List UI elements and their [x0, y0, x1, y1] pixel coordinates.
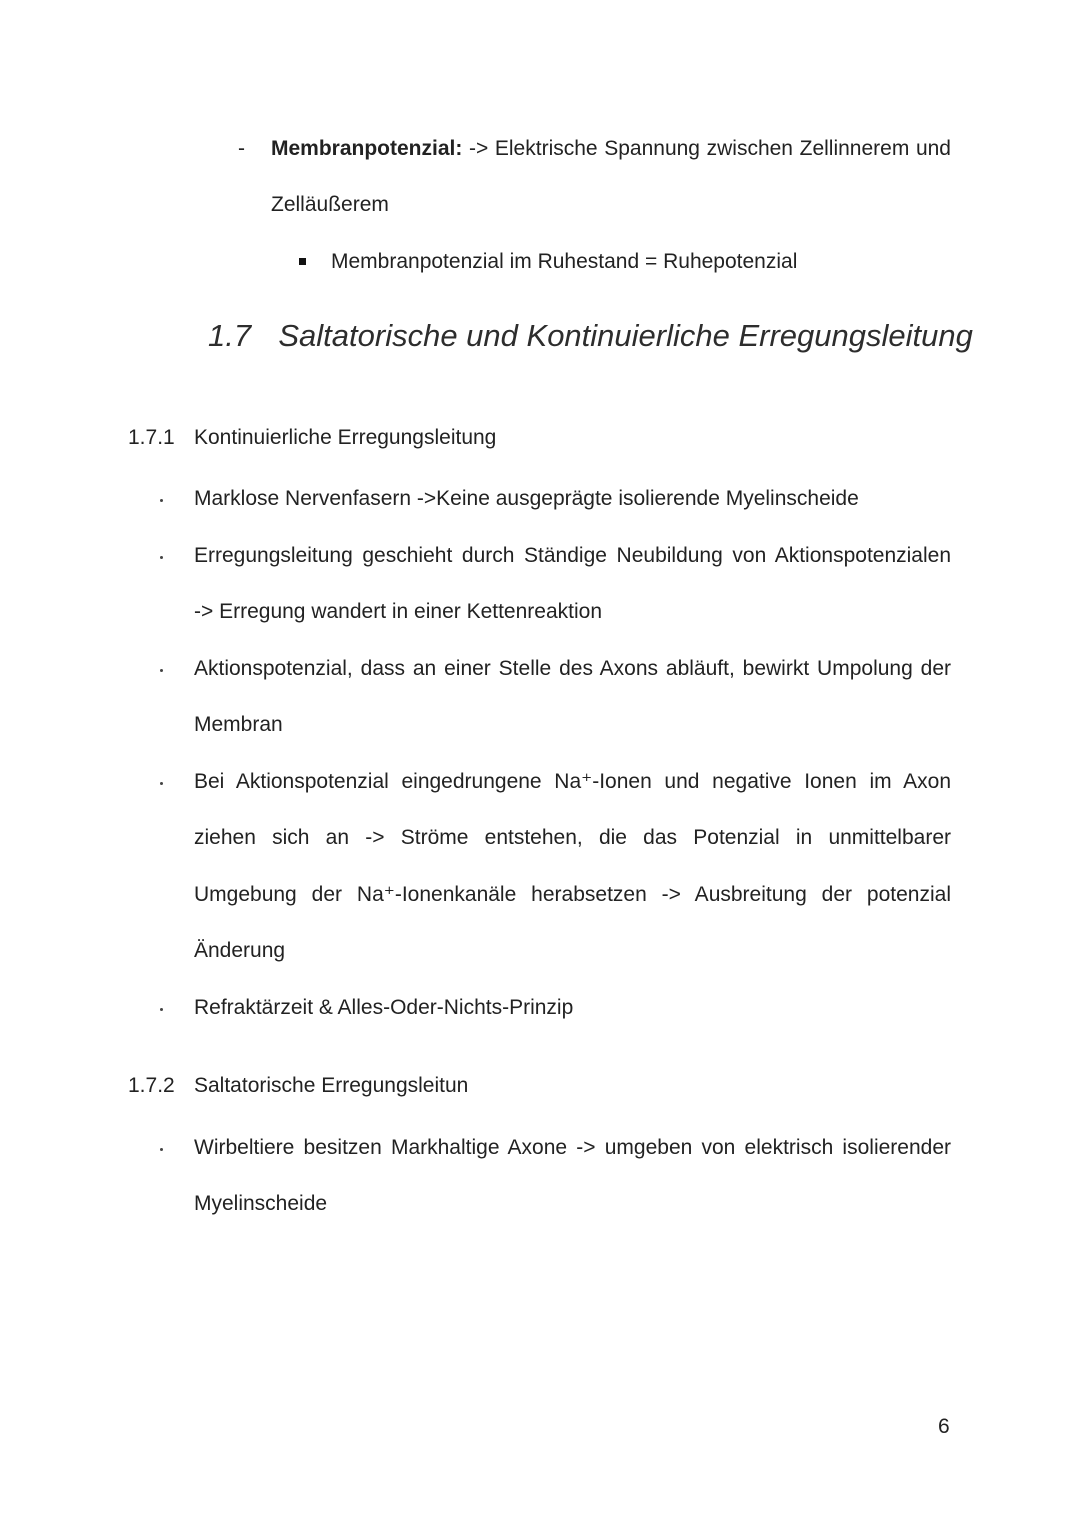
subsection-title: Kontinuierliche Erregungsleitung — [194, 426, 497, 449]
list-item-continuation: ziehen sich an -> Ströme entstehen, die das Potenzial in unmittelbarer — [194, 826, 951, 849]
dot-bullet-icon — [160, 1008, 163, 1011]
sub-item-text: Membranpotenzial im Ruhestand = Ruhepotenzial — [331, 250, 798, 273]
dot-bullet-icon — [160, 556, 163, 559]
subsection-number: 1.7.2 — [128, 1074, 175, 1097]
list-item: Erregungsleitung geschieht durch Ständige Neubildung von Aktionspotenzialen — [194, 544, 951, 567]
list-item-continuation: Myelinscheide — [194, 1192, 328, 1215]
subsection-title: Saltatorische Erregungsleitun — [194, 1074, 469, 1097]
list-item-continuation: -> Erregung wandert in einer Kettenreaktion — [194, 600, 602, 623]
dot-bullet-icon — [160, 499, 163, 502]
list-item: Aktionspotenzial, dass an einer Stelle des Axons abläuft, bewirkt Umpolung der — [194, 657, 951, 680]
dot-bullet-icon — [160, 782, 163, 785]
list-item-continuation: Änderung — [194, 939, 286, 962]
section-heading — [208, 316, 973, 356]
dash-bullet: - — [238, 137, 245, 160]
page-number: 6 — [938, 1415, 950, 1438]
definition-text: -> Elektrische Spannung zwischen Zellinnerem und — [469, 137, 951, 160]
list-item: Wirbeltiere besitzen Markhaltige Axone -> umgeben von elektrisch isolierender — [194, 1136, 951, 1159]
square-bullet-icon — [299, 258, 306, 265]
list-item: Marklose Nervenfasern ->Keine ausgeprägte isolierende Myelinscheide — [194, 487, 859, 510]
membranpotenzial-definition — [271, 135, 951, 163]
list-item: Refraktärzeit & Alles-Oder-Nichts-Prinzip — [194, 996, 574, 1019]
list-item-continuation: Membran — [194, 713, 283, 736]
definition-continuation: Zelläußerem — [271, 193, 389, 216]
section-title: Saltatorische und Kontinuierliche Erregungsleitung — [278, 318, 973, 353]
dot-bullet-icon — [160, 669, 163, 672]
term-label: Membranpotenzial: — [271, 137, 463, 160]
list-item-continuation: Umgebung der Na⁺-Ionenkanäle herabsetzen -> Ausbreitung der potenzial — [194, 883, 951, 906]
dot-bullet-icon — [160, 1148, 163, 1151]
section-number: 1.7 — [208, 318, 252, 353]
subsection-number: 1.7.1 — [128, 426, 175, 449]
list-item: Bei Aktionspotenzial eingedrungene Na⁺-Ionen und negative Ionen im Axon — [194, 770, 951, 793]
